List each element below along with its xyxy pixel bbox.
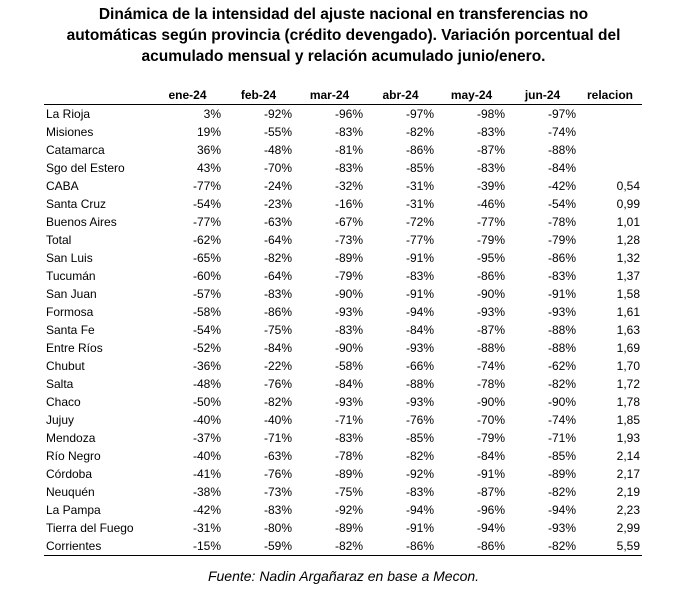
value-cell: -82% <box>547 377 576 391</box>
value-cell: -85% <box>547 449 576 463</box>
value-cell: -88% <box>547 143 576 157</box>
table-row <box>44 213 642 231</box>
value-cell: -83% <box>334 323 363 337</box>
value-cell: -48% <box>192 377 221 391</box>
province-cell: Catamarca <box>46 143 105 157</box>
value-cell: -83% <box>334 161 363 175</box>
value-cell: -93% <box>334 395 363 409</box>
column-header: relacion <box>578 86 642 105</box>
value-cell: -85% <box>405 161 434 175</box>
value-cell: -86% <box>476 539 505 553</box>
value-cell: -93% <box>547 305 576 319</box>
table-row <box>44 123 642 141</box>
table-row <box>44 177 642 195</box>
value-cell: -80% <box>263 521 292 535</box>
value-cell <box>578 105 642 124</box>
value-cell: -86% <box>405 143 434 157</box>
value-cell: -23% <box>263 197 292 211</box>
value-cell <box>578 159 642 177</box>
value-cell: -78% <box>476 377 505 391</box>
value-cell: -89% <box>334 251 363 265</box>
value-cell: -50% <box>192 395 221 409</box>
value-cell: 2,14 <box>616 449 640 463</box>
value-cell: -83% <box>263 503 292 517</box>
table-row <box>44 339 642 357</box>
value-cell: -55% <box>263 125 292 139</box>
table-row <box>44 519 642 537</box>
value-cell: -77% <box>192 215 221 229</box>
table-body <box>44 105 642 556</box>
value-cell: -54% <box>192 323 221 337</box>
value-cell: -97% <box>547 107 576 121</box>
table-row <box>44 267 642 285</box>
value-cell: -91% <box>547 287 576 301</box>
value-cell: -89% <box>334 467 363 481</box>
table-row <box>44 447 642 465</box>
value-cell: -86% <box>263 305 292 319</box>
table-row <box>44 195 642 213</box>
value-cell: -83% <box>547 269 576 283</box>
value-cell: -73% <box>263 485 292 499</box>
value-cell: -75% <box>263 323 292 337</box>
value-cell: 36% <box>196 143 221 157</box>
value-cell: -65% <box>192 251 221 265</box>
table-row <box>44 285 642 303</box>
value-cell: -83% <box>476 161 505 175</box>
value-cell: 2,23 <box>616 503 640 517</box>
value-cell: -83% <box>263 287 292 301</box>
value-cell: -85% <box>405 431 434 445</box>
table-row <box>44 159 642 177</box>
value-cell: 1,63 <box>616 323 640 337</box>
value-cell: 1,78 <box>616 395 640 409</box>
column-header: jun-24 <box>507 86 578 105</box>
value-cell: -41% <box>192 467 221 481</box>
value-cell: 1,28 <box>616 233 640 247</box>
province-cell: La Rioja <box>46 107 91 121</box>
value-cell: 43% <box>196 161 221 175</box>
value-cell: -93% <box>405 341 434 355</box>
value-cell: -72% <box>405 215 434 229</box>
value-cell: -90% <box>334 287 363 301</box>
value-cell: -73% <box>334 233 363 247</box>
value-cell: -88% <box>547 341 576 355</box>
value-cell: -84% <box>476 449 505 463</box>
province-cell: San Luis <box>46 251 93 265</box>
value-cell: -42% <box>547 179 576 193</box>
value-cell: -93% <box>334 305 363 319</box>
value-cell: -91% <box>405 287 434 301</box>
value-cell: -66% <box>405 359 434 373</box>
value-cell: 1,32 <box>616 251 640 265</box>
province-cell: Córdoba <box>46 467 93 481</box>
value-cell: -90% <box>334 341 363 355</box>
value-cell: -40% <box>192 413 221 427</box>
table-row <box>44 357 642 375</box>
table-row <box>44 249 642 267</box>
title-line: Dinámica de la intensidad del ajuste nacional en transferencias no <box>98 6 589 23</box>
value-cell: -89% <box>334 521 363 535</box>
province-cell: Tierra del Fuego <box>46 521 134 535</box>
value-cell: -76% <box>263 377 292 391</box>
value-cell: -76% <box>405 413 434 427</box>
title-line: acumulado mensual y relación acumulado junio/enero. <box>141 48 546 65</box>
value-cell: -92% <box>405 467 434 481</box>
province-cell: Neuquén <box>46 485 95 499</box>
value-cell: -88% <box>405 377 434 391</box>
table-row <box>44 501 642 519</box>
value-cell: -90% <box>476 395 505 409</box>
value-cell: -31% <box>405 179 434 193</box>
value-cell: -24% <box>263 179 292 193</box>
value-cell: -57% <box>192 287 221 301</box>
value-cell: -31% <box>405 197 434 211</box>
value-cell: 1,70 <box>616 359 640 373</box>
value-cell: -90% <box>547 395 576 409</box>
value-cell: -83% <box>476 125 505 139</box>
value-cell: 1,93 <box>616 431 640 445</box>
value-cell: -54% <box>192 197 221 211</box>
value-cell: -59% <box>263 539 292 553</box>
column-header: may-24 <box>436 86 507 105</box>
value-cell: -82% <box>405 449 434 463</box>
value-cell: -86% <box>476 269 505 283</box>
value-cell: -40% <box>192 449 221 463</box>
value-cell: -16% <box>334 197 363 211</box>
value-cell: -64% <box>263 269 292 283</box>
value-cell: -62% <box>192 233 221 247</box>
value-cell: -91% <box>405 521 434 535</box>
value-cell: 3% <box>203 107 221 121</box>
value-cell: 1,61 <box>616 305 640 319</box>
value-cell: -89% <box>547 467 576 481</box>
province-cell: La Pampa <box>46 503 101 517</box>
value-cell: -77% <box>476 215 505 229</box>
value-cell: -58% <box>334 359 363 373</box>
header-row <box>44 86 642 105</box>
province-cell: Sgo del Estero <box>46 161 125 175</box>
province-cell: Mendoza <box>46 431 96 445</box>
column-header: mar-24 <box>294 86 365 105</box>
value-cell: -77% <box>405 233 434 247</box>
value-cell: -84% <box>405 323 434 337</box>
value-cell: -94% <box>405 503 434 517</box>
province-cell: Misiones <box>46 125 94 139</box>
value-cell: -78% <box>334 449 363 463</box>
province-cell: Salta <box>46 377 74 391</box>
value-cell: -39% <box>476 179 505 193</box>
value-cell: -82% <box>547 485 576 499</box>
province-cell: Chaco <box>46 395 81 409</box>
value-cell: -60% <box>192 269 221 283</box>
value-cell: -82% <box>263 395 292 409</box>
value-cell: -98% <box>476 107 505 121</box>
value-cell: -74% <box>547 413 576 427</box>
table-row <box>44 303 642 321</box>
value-cell: -97% <box>405 107 434 121</box>
value-cell <box>578 141 642 159</box>
source-note: Fuente: Nadin Argañaraz en base a Mecon. <box>207 568 480 584</box>
table-row <box>44 537 642 556</box>
table-row <box>44 375 642 393</box>
value-cell: -87% <box>476 143 505 157</box>
value-cell <box>578 123 642 141</box>
value-cell: -84% <box>547 161 576 175</box>
value-cell: -86% <box>547 251 576 265</box>
value-cell: -78% <box>547 215 576 229</box>
value-cell: -48% <box>263 143 292 157</box>
value-cell: -79% <box>476 431 505 445</box>
value-cell: -46% <box>476 197 505 211</box>
value-cell: -76% <box>263 467 292 481</box>
value-cell: 19% <box>196 125 221 139</box>
value-cell: -79% <box>334 269 363 283</box>
province-cell: Chubut <box>46 359 85 373</box>
province-cell: Formosa <box>46 305 94 319</box>
value-cell: -79% <box>476 233 505 247</box>
value-cell: -95% <box>476 251 505 265</box>
table-row <box>44 393 642 411</box>
value-cell: -86% <box>405 539 434 553</box>
province-cell: Santa Fe <box>46 323 95 337</box>
value-cell: 1,37 <box>616 269 640 283</box>
value-cell: -94% <box>547 503 576 517</box>
value-cell: -88% <box>547 323 576 337</box>
value-cell: 0,99 <box>616 197 640 211</box>
table-row <box>44 429 642 447</box>
value-cell: -83% <box>334 125 363 139</box>
value-cell: -58% <box>192 305 221 319</box>
value-cell: -96% <box>476 503 505 517</box>
value-cell: -91% <box>476 467 505 481</box>
value-cell: -70% <box>476 413 505 427</box>
value-cell: -75% <box>334 485 363 499</box>
value-cell: -82% <box>547 539 576 553</box>
value-cell: -92% <box>334 503 363 517</box>
value-cell: 1,01 <box>616 215 640 229</box>
value-cell: 1,85 <box>616 413 640 427</box>
table-row <box>44 141 642 159</box>
value-cell: -93% <box>476 305 505 319</box>
value-cell: -74% <box>547 125 576 139</box>
value-cell: 1,72 <box>616 377 640 391</box>
column-header: ene-24 <box>152 86 223 105</box>
value-cell: -84% <box>334 377 363 391</box>
value-cell: -31% <box>192 521 221 535</box>
column-header: abr-24 <box>365 86 436 105</box>
column-header: feb-24 <box>223 86 294 105</box>
value-cell: -63% <box>263 449 292 463</box>
value-cell: -82% <box>263 251 292 265</box>
value-cell: -37% <box>192 431 221 445</box>
value-cell: -83% <box>405 485 434 499</box>
province-cell: San Juan <box>46 287 97 301</box>
value-cell: 1,69 <box>616 341 640 355</box>
value-cell: -54% <box>547 197 576 211</box>
value-cell: -32% <box>334 179 363 193</box>
value-cell: -42% <box>192 503 221 517</box>
table-row <box>44 231 642 249</box>
province-cell: Santa Cruz <box>46 197 107 211</box>
value-cell: -74% <box>476 359 505 373</box>
value-cell: -87% <box>476 485 505 499</box>
value-cell: 2,19 <box>616 485 640 499</box>
value-cell: -79% <box>547 233 576 247</box>
value-cell: -22% <box>263 359 292 373</box>
province-cell: Jujuy <box>46 413 75 427</box>
table-row <box>44 321 642 339</box>
value-cell: -90% <box>476 287 505 301</box>
value-cell: -94% <box>476 521 505 535</box>
value-cell: -71% <box>263 431 292 445</box>
value-cell: 1,58 <box>616 287 640 301</box>
column-header <box>44 86 152 105</box>
value-cell: 2,99 <box>616 521 640 535</box>
value-cell: -92% <box>263 107 292 121</box>
value-cell: 5,59 <box>616 539 640 553</box>
value-cell: -38% <box>192 485 221 499</box>
chart-title <box>20 4 667 67</box>
data-table <box>44 86 642 556</box>
value-cell: -81% <box>334 143 363 157</box>
value-cell: -52% <box>192 341 221 355</box>
province-cell: Total <box>46 233 72 247</box>
value-cell: -82% <box>334 539 363 553</box>
value-cell: -63% <box>263 215 292 229</box>
value-cell: -88% <box>476 341 505 355</box>
title-line: automáticas según provincia (crédito devengado). Variación porcentual del <box>66 27 621 44</box>
value-cell: -70% <box>263 161 292 175</box>
value-cell: -40% <box>263 413 292 427</box>
value-cell: -71% <box>334 413 363 427</box>
province-cell: Tucumán <box>46 269 96 283</box>
value-cell: -82% <box>405 125 434 139</box>
value-cell: -64% <box>263 233 292 247</box>
value-cell: -83% <box>334 431 363 445</box>
value-cell: -87% <box>476 323 505 337</box>
value-cell: -93% <box>405 395 434 409</box>
table-row <box>44 483 642 501</box>
province-cell: Buenos Aires <box>46 215 117 229</box>
table-row <box>44 465 642 483</box>
table-row <box>44 105 642 124</box>
value-cell: -83% <box>405 269 434 283</box>
table-row <box>44 411 642 429</box>
value-cell: -84% <box>263 341 292 355</box>
value-cell: -93% <box>547 521 576 535</box>
value-cell: -96% <box>334 107 363 121</box>
value-cell: -36% <box>192 359 221 373</box>
province-cell: Río Negro <box>46 449 101 463</box>
province-cell: CABA <box>46 179 79 193</box>
value-cell: -15% <box>192 539 221 553</box>
value-cell: -77% <box>192 179 221 193</box>
value-cell: 0,54 <box>616 179 640 193</box>
province-cell: Entre Ríos <box>46 341 103 355</box>
value-cell: -91% <box>405 251 434 265</box>
value-cell: -71% <box>547 431 576 445</box>
value-cell: -94% <box>405 305 434 319</box>
value-cell: 2,17 <box>616 467 640 481</box>
value-cell: -62% <box>547 359 576 373</box>
province-cell: Corrientes <box>46 539 102 553</box>
value-cell: -67% <box>334 215 363 229</box>
